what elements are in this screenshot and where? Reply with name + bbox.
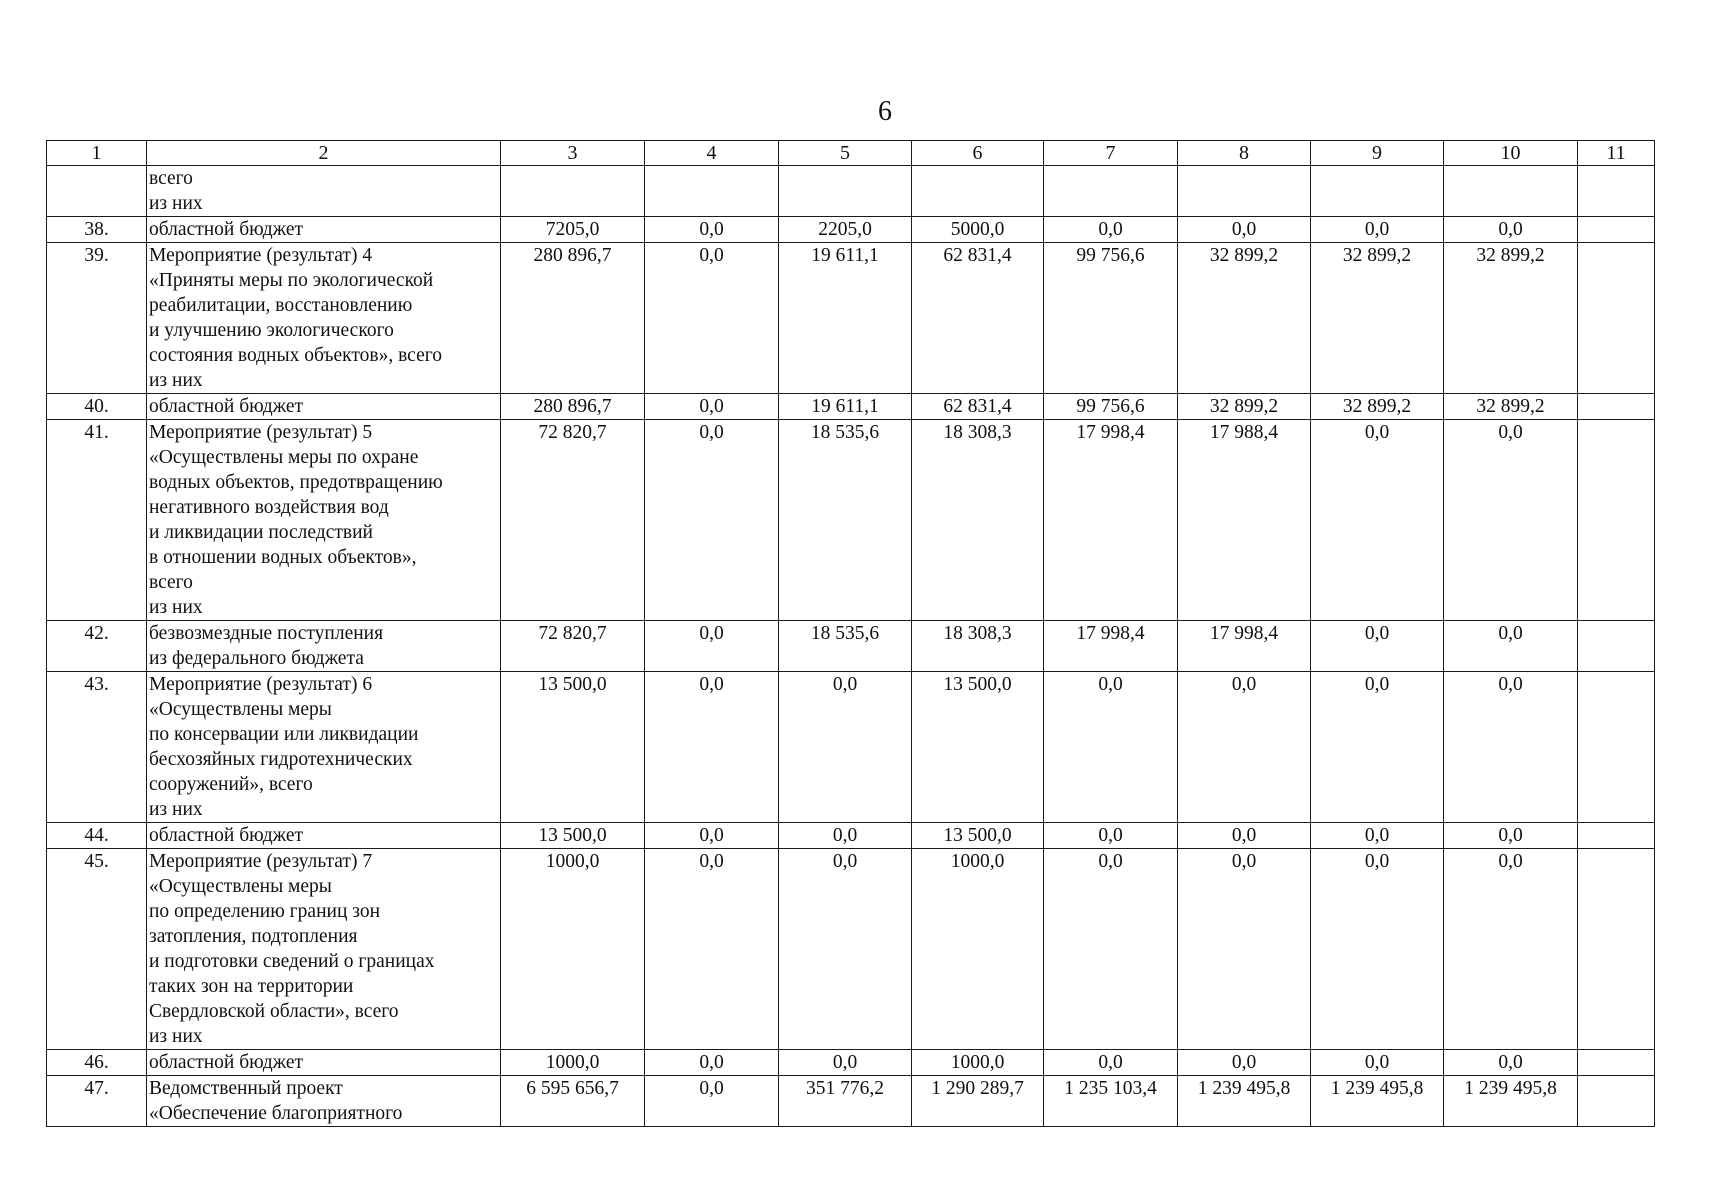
value-cell: 0,0 [1444, 217, 1578, 243]
description-cell [147, 420, 501, 621]
description-cell [147, 621, 501, 672]
value-cell: 0,0 [1044, 672, 1178, 823]
value-cell: 0,0 [1444, 1050, 1578, 1076]
value-cell [779, 166, 912, 217]
value-cell: 19 611,1 [779, 243, 912, 394]
value-cell: 0,0 [779, 1050, 912, 1076]
value-cell: 62 831,4 [912, 243, 1044, 394]
description-line: сооружений», всего [149, 774, 313, 795]
value-cell: 0,0 [645, 243, 779, 394]
value-cell: 0,0 [1311, 672, 1444, 823]
value-cell [1578, 849, 1655, 1050]
value-cell: 0,0 [645, 672, 779, 823]
value-cell: 18 535,6 [779, 420, 912, 621]
description-line: из них [149, 1026, 203, 1047]
value-cell: 32 899,2 [1178, 394, 1311, 420]
value-cell: 32 899,2 [1444, 394, 1578, 420]
table-body [47, 166, 1655, 1127]
value-cell: 32 899,2 [1311, 394, 1444, 420]
row-number-cell: 38. [47, 217, 147, 243]
description-line: из них [149, 597, 203, 618]
table-row [47, 217, 1655, 243]
value-cell: 0,0 [1311, 420, 1444, 621]
column-header: 10 [1444, 141, 1578, 166]
value-cell: 0,0 [1311, 1050, 1444, 1076]
value-cell: 7205,0 [501, 217, 645, 243]
value-cell: 0,0 [645, 1050, 779, 1076]
description-line: Мероприятие (результат) 6 [149, 674, 373, 695]
description-cell [147, 1050, 501, 1076]
value-cell: 13 500,0 [501, 672, 645, 823]
value-cell: 351 776,2 [779, 1076, 912, 1127]
value-cell [1578, 1050, 1655, 1076]
description-line: областной бюджет [149, 396, 304, 417]
table-row [47, 1050, 1655, 1076]
value-cell: 0,0 [645, 1076, 779, 1127]
description-line: и подготовки сведений о границах [149, 951, 435, 972]
table-row [47, 243, 1655, 394]
value-cell [912, 166, 1044, 217]
description-line: «Осуществлены меры [149, 699, 332, 720]
table-row [47, 849, 1655, 1050]
description-line: Свердловской области», всего [149, 1001, 399, 1022]
value-cell: 0,0 [1044, 1050, 1178, 1076]
budget-table [46, 140, 1655, 1127]
description-line: бесхозяйных гидротехнических [149, 749, 413, 770]
page-number-text: 6 [878, 96, 892, 127]
description-line: «Осуществлены меры по охране [149, 447, 419, 468]
value-cell: 1000,0 [501, 1050, 645, 1076]
value-cell: 0,0 [1444, 823, 1578, 849]
value-cell [645, 166, 779, 217]
table-header [47, 141, 1655, 166]
description-line: «Осуществлены меры [149, 876, 332, 897]
value-cell: 13 500,0 [501, 823, 645, 849]
value-cell: 280 896,7 [501, 243, 645, 394]
column-header: 2 [147, 141, 501, 166]
value-cell [1444, 166, 1578, 217]
value-cell: 0,0 [1178, 217, 1311, 243]
value-cell: 62 831,4 [912, 394, 1044, 420]
table-row [47, 823, 1655, 849]
description-line: Мероприятие (результат) 7 [149, 851, 373, 872]
value-cell: 1000,0 [912, 1050, 1044, 1076]
value-cell: 0,0 [1311, 217, 1444, 243]
value-cell: 32 899,2 [1444, 243, 1578, 394]
column-header: 6 [912, 141, 1044, 166]
value-cell: 32 899,2 [1178, 243, 1311, 394]
description-line: областной бюджет [149, 825, 304, 846]
column-header: 8 [1178, 141, 1311, 166]
value-cell: 0,0 [645, 420, 779, 621]
table-row [47, 166, 1655, 217]
value-cell: 1 290 289,7 [912, 1076, 1044, 1127]
value-cell: 1 239 495,8 [1311, 1076, 1444, 1127]
description-line: в отношении водных объектов», [149, 547, 417, 568]
value-cell: 1 239 495,8 [1178, 1076, 1311, 1127]
value-cell [1578, 166, 1655, 217]
description-line: всего [149, 572, 193, 593]
description-line: и ликвидации последствий [149, 522, 373, 543]
table-row [47, 672, 1655, 823]
description-line: состояния водных объектов», всего [149, 345, 442, 366]
table-row [47, 621, 1655, 672]
description-line: Ведомственный проект [149, 1078, 343, 1099]
description-cell [147, 1076, 501, 1127]
column-header: 7 [1044, 141, 1178, 166]
value-cell: 99 756,6 [1044, 243, 1178, 394]
description-line: безвозмездные поступления [149, 623, 384, 644]
row-number-cell: 39. [47, 243, 147, 394]
column-header: 9 [1311, 141, 1444, 166]
row-number-cell: 43. [47, 672, 147, 823]
value-cell: 0,0 [645, 394, 779, 420]
description-line: из них [149, 799, 203, 820]
description-cell [147, 672, 501, 823]
description-line: по определению границ зон [149, 901, 381, 922]
value-cell: 0,0 [1444, 621, 1578, 672]
description-cell [147, 166, 501, 217]
row-number-cell: 46. [47, 1050, 147, 1076]
value-cell: 1000,0 [501, 849, 645, 1050]
value-cell [1578, 243, 1655, 394]
value-cell: 72 820,7 [501, 621, 645, 672]
column-header: 11 [1578, 141, 1655, 166]
description-line: и улучшению экологического [149, 320, 394, 341]
value-cell: 1 239 495,8 [1444, 1076, 1578, 1127]
value-cell: 1 235 103,4 [1044, 1076, 1178, 1127]
table-row [47, 394, 1655, 420]
value-cell [1578, 394, 1655, 420]
value-cell: 5000,0 [912, 217, 1044, 243]
row-number-cell: 44. [47, 823, 147, 849]
description-line: Мероприятие (результат) 5 [149, 422, 373, 443]
value-cell [1578, 621, 1655, 672]
column-header: 1 [47, 141, 147, 166]
value-cell: 280 896,7 [501, 394, 645, 420]
description-line: по консервации или ликвидации [149, 724, 419, 745]
description-line: из них [149, 370, 203, 391]
row-number-cell: 42. [47, 621, 147, 672]
value-cell: 0,0 [1311, 621, 1444, 672]
description-line: «Обеспечение благоприятного [149, 1103, 403, 1124]
row-number-cell [47, 166, 147, 217]
description-cell [147, 849, 501, 1050]
column-header: 3 [501, 141, 645, 166]
value-cell: 0,0 [779, 823, 912, 849]
description-line: таких зон на территории [149, 976, 354, 997]
value-cell: 0,0 [1178, 672, 1311, 823]
column-header: 4 [645, 141, 779, 166]
value-cell: 17 988,4 [1178, 420, 1311, 621]
table-row [47, 420, 1655, 621]
page-number [0, 96, 1710, 128]
value-cell: 0,0 [1444, 672, 1578, 823]
row-number-cell: 41. [47, 420, 147, 621]
value-cell: 0,0 [645, 621, 779, 672]
description-cell [147, 217, 501, 243]
table-row [47, 1076, 1655, 1127]
value-cell: 18 535,6 [779, 621, 912, 672]
value-cell: 13 500,0 [912, 823, 1044, 849]
value-cell: 0,0 [1311, 849, 1444, 1050]
description-line: из них [149, 193, 203, 214]
value-cell: 0,0 [1178, 823, 1311, 849]
value-cell: 0,0 [1311, 823, 1444, 849]
value-cell: 18 308,3 [912, 420, 1044, 621]
row-number-cell: 40. [47, 394, 147, 420]
value-cell: 6 595 656,7 [501, 1076, 645, 1127]
value-cell: 0,0 [645, 823, 779, 849]
value-cell [1578, 1076, 1655, 1127]
header-row [47, 141, 1655, 166]
description-line: водных объектов, предотвращению [149, 472, 443, 493]
value-cell: 0,0 [1044, 217, 1178, 243]
description-line: Мероприятие (результат) 4 [149, 245, 373, 266]
value-cell: 99 756,6 [1044, 394, 1178, 420]
value-cell [1044, 166, 1178, 217]
value-cell: 0,0 [645, 849, 779, 1050]
value-cell [1578, 420, 1655, 621]
description-line: «Приняты меры по экологической [149, 270, 434, 291]
value-cell: 17 998,4 [1044, 420, 1178, 621]
value-cell: 2205,0 [779, 217, 912, 243]
value-cell: 1000,0 [912, 849, 1044, 1050]
value-cell: 13 500,0 [912, 672, 1044, 823]
value-cell: 0,0 [1444, 849, 1578, 1050]
row-number-cell: 45. [47, 849, 147, 1050]
description-line: затопления, подтопления [149, 926, 358, 947]
column-header: 5 [779, 141, 912, 166]
description-cell [147, 243, 501, 394]
value-cell: 17 998,4 [1178, 621, 1311, 672]
value-cell: 0,0 [779, 672, 912, 823]
value-cell: 0,0 [645, 217, 779, 243]
value-cell: 0,0 [1178, 1050, 1311, 1076]
value-cell: 0,0 [779, 849, 912, 1050]
value-cell: 17 998,4 [1044, 621, 1178, 672]
value-cell: 0,0 [1044, 849, 1178, 1050]
description-cell [147, 394, 501, 420]
value-cell: 0,0 [1044, 823, 1178, 849]
value-cell: 0,0 [1178, 849, 1311, 1050]
description-line: из федерального бюджета [149, 648, 364, 669]
description-line: реабилитации, восстановлению [149, 295, 413, 316]
description-line: всего [149, 168, 193, 189]
value-cell: 72 820,7 [501, 420, 645, 621]
description-line: негативного воздействия вод [149, 497, 389, 518]
description-cell [147, 823, 501, 849]
row-number-cell: 47. [47, 1076, 147, 1127]
value-cell [1178, 166, 1311, 217]
value-cell: 18 308,3 [912, 621, 1044, 672]
value-cell: 0,0 [1444, 420, 1578, 621]
value-cell [1578, 217, 1655, 243]
value-cell [1578, 823, 1655, 849]
value-cell [1578, 672, 1655, 823]
value-cell [501, 166, 645, 217]
value-cell: 32 899,2 [1311, 243, 1444, 394]
value-cell [1311, 166, 1444, 217]
value-cell: 19 611,1 [779, 394, 912, 420]
description-line: областной бюджет [149, 1052, 304, 1073]
description-line: областной бюджет [149, 219, 304, 240]
